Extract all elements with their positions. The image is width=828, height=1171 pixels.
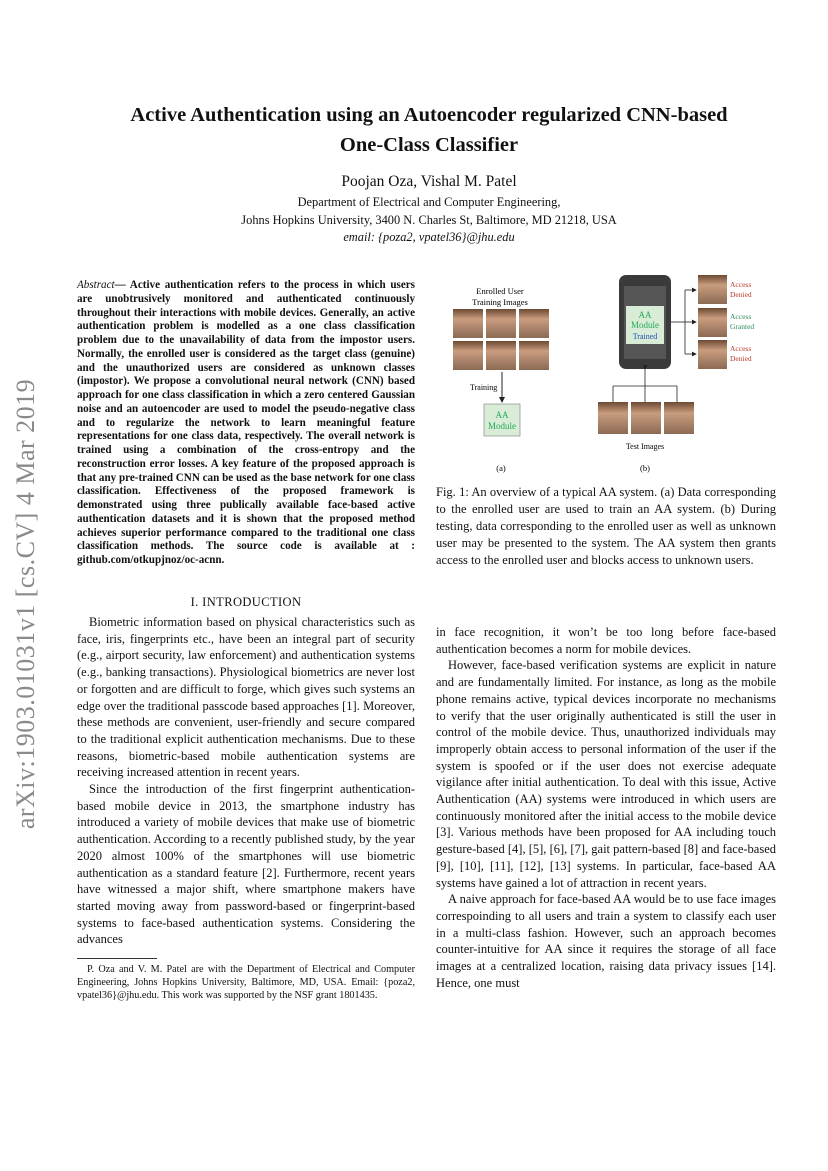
module-label-line-2: Module [488,421,516,431]
access-denied-label-1b: Denied [730,290,752,299]
paragraph: A naive approach for face-based AA would be to use face images correspoinding to all users and train a system to classify each user in a multi-class fashion. However, such an approach becomes counter-intuitive for AA since it requires the storage of all face images at a centralized location, raising data privacy issues [14]. Hence, one must [436,892,776,990]
arxiv-id-text: arXiv:1903.01031v1 [cs.CV] 4 Mar 2019 [11,378,40,830]
footnote: P. Oza and V. M. Patel are with the Department of Electrical and Computer Engineering, Johns Hopkins University, Baltimore, MD, USA. Email: {poza2, vpatel36}@jhu.edu. This work was supported by the NSF grant 1801435. [77,964,415,1001]
figure-aa-overview [437,268,777,480]
paragraph: Biometric information based on physical characteristics such as face, iris, fingerprints etc., have been an integral part of security (e.g., airport security, law enforcement) and authentication systems (e.g., banking transactions). Physiological biometrics are never lost or forgotten and are difficult to forge, which gives such systems an edge over the traditional passcode based approaches [1]. Moreover, these methods are convenient, user-friendly and secure compared to the traditional explicit authentication mechanisms. Due to these reasons, biometric-based mobile authentication systems are receiving increased attention in recent years. [77,615,415,780]
access-denied-label-1a: Access [730,280,752,289]
access-granted-label-a: Access [730,312,752,321]
test-face-image [598,402,628,434]
phone-module-line-1: AA [638,310,652,320]
access-denied-label-2a: Access [730,344,752,353]
face-image [486,341,516,370]
paragraph: Since the introduction of the first fingerprint authentication-based mobile device in 2013, the smartphone industry has introduced a variety of mobile devices that make use of biometric authentication. According to a recently published study, by the year 2020 almost 100% of the smartphones will use biometric authentication as a standard feature [2]. Furthermore, recent years have witnessed a major shift, where smartphone makers have started moving away from password-based or fingerprint-based systems to face-based authentication systems. Considering the advances [77,782,415,947]
access-granted-label-b: Granted [730,322,755,331]
subfigure-b-label: (b) [640,463,650,473]
footnote-rule [77,958,157,959]
test-images-label: Test Images [625,442,665,451]
face-image [486,309,516,338]
enrolled-label-line-1: Enrolled User [476,286,524,296]
affiliation-line-2: Johns Hopkins University, 3400 N. Charles St, Baltimore, MD 21218, USA [241,212,617,227]
abstract [77,279,415,568]
title-line-1: Active Authentication using an Autoencoder regularized CNN-based [130,104,728,126]
access-denied-label-2b: Denied [730,354,752,363]
test-face-image [664,402,694,434]
face-image [453,341,483,370]
left-column-body [77,614,415,948]
affiliation [60,194,798,247]
author-email: email: {poza2, vpatel36}@jhu.edu [343,230,515,244]
face-image [453,309,483,338]
aa-module-box [484,404,520,436]
face-image [519,341,549,370]
arxiv-sidebar-stamp [3,366,49,842]
section-heading-introduction: I. INTRODUCTION [190,595,302,609]
right-column-body [436,624,776,991]
enrolled-label-line-2: Training Images [472,297,528,307]
output-face-image [698,308,727,337]
abstract-text: — Active authentication refers to the process in which users are unobtrusively monitored and authenticated continuously throughout their interactions with mobile devices. Generally, an active authentication problem is modelled as a one class classification problem due to the unavailability of data from the impostor users. Normally, the enrolled user is considered as the target class (genuine) and the unauthorized users are considered as unknown classes (impostor). We propose a convolutional neural network (CNN) based approach for one class classification in which a zero centered Gaussian noise and an autoencoder are used to model the pseudo-negative class and to regularize the network to learn meaningful feature representations for one class data, respectively. The overall network is trained using a combination of the cross-entropy and the reconstruction error losses. A key feature of the proposed approach is that any pre-trained CNN can be used as the base network for one class classification. Effectiveness of the proposed framework is demonstrated using three publically available face-based active authentication datasets and it is shown that the proposed method achieves superior performance compared to the traditional one class classification methods. The source code is available at : github.com/otkupjnoz/oc-acnn. [77,279,415,566]
phone-trained-label: Trained [632,332,658,341]
test-face-image [631,402,661,434]
paragraph: However, face-based verification systems are explicit in nature and are fundamentally limited. For instance, as long as the mobile phone remains active, typical devices incorporate no mechanisms to verify that the user originally authenticated is still the user in control of the mobile device. Thus, unauthorized individuals may improperly obtain access to personal information of the user if the system is spoofed or if the user does not exercise adequate vigilance after initial authentication. To deal with this issue, Active Authentication (AA) systems were introduced in which users are continuously monitored after the initial access to the mobile device [3]. Various methods have been proposed for AA including touch gesture-based [4], [5], [6], [7], gait pattern-based [8] and face-based [9], [10], [11], [12], [13] systems. In particular, face-based AA systems have gained a lot of attraction in recent years. [436,658,776,890]
subfigure-a-label: (a) [496,463,506,473]
face-image [519,309,549,338]
figure-caption: Fig. 1: An overview of a typical AA system. (a) Data corresponding to the enrolled user are used to train an AA system. (b) During testing, data corresponding to the enrolled user as well as unknown user may be presented to the system. The AA system then grants access to the enrolled user and blocks access to unknown users. [436,485,776,567]
title-line-2: One-Class Classifier [339,134,519,156]
paper-title [60,100,798,160]
affiliation-line-1: Department of Electrical and Computer Engineering, [297,195,561,209]
output-face-image [698,340,727,369]
abstract-lead: Abstract [77,279,115,291]
phone-module-line-2: Module [631,320,659,330]
training-label: Training [470,383,498,392]
enrolled-face-grid [453,309,549,370]
output-face-image [698,275,727,304]
paragraph: in face recognition, it won’t be too long before face-based authentication becomes a norm for mobile devices. [436,625,776,656]
authors: Poojan Oza, Vishal M. Patel [341,173,517,190]
module-label-line-1: AA [495,410,509,420]
